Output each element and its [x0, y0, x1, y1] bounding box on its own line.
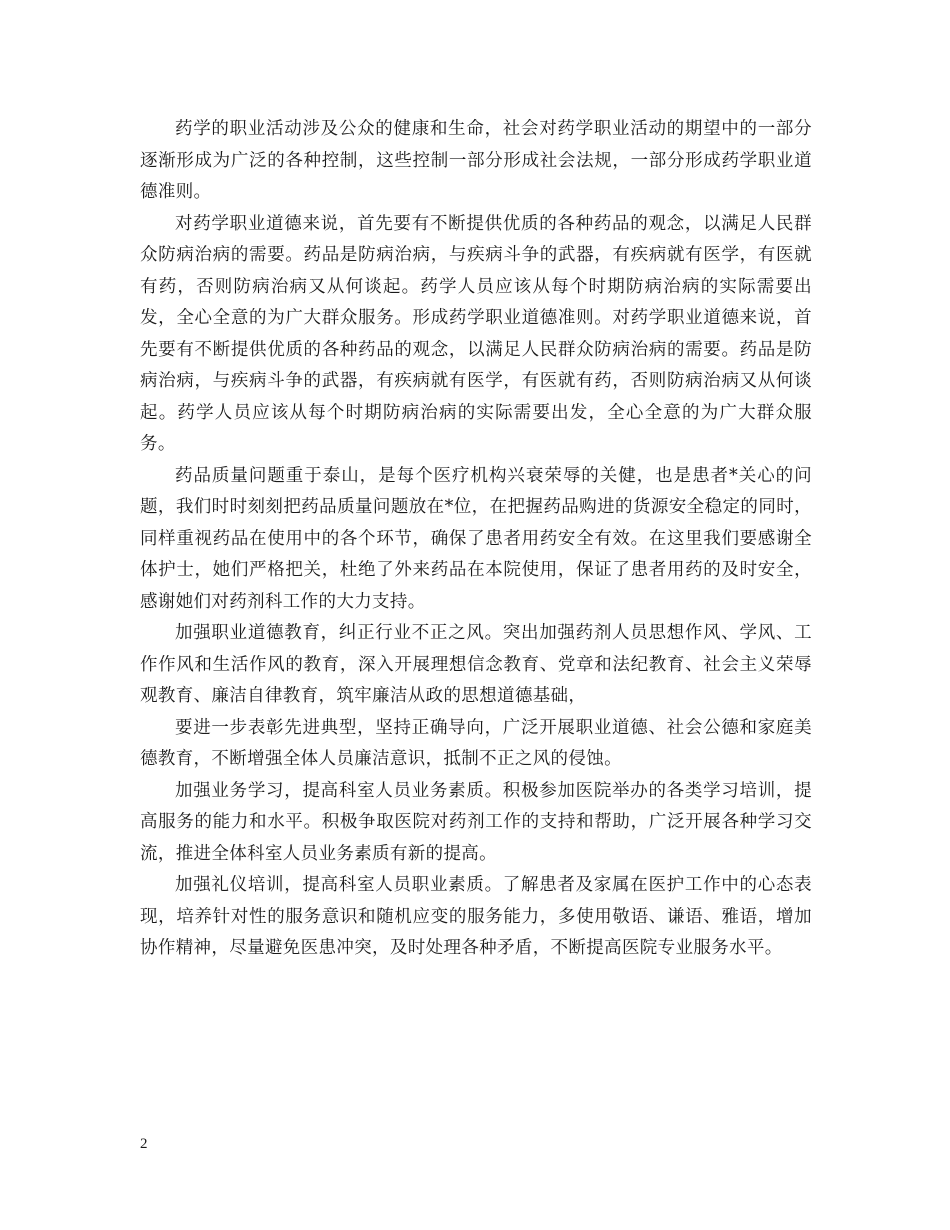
paragraph-quality-drugs-concept: 对药学职业道德来说，首先要有不断提供优质的各种药品的观念，以满足人民群众防病治病的需要。药品是防病治病，与疾病斗争的武器，有疾病就有医学，有医就有药，否则防病治病又从何谈起。药学人员应该从每个时期防病治病的实际需要出发，全心全意的为广大群众服务。形成药学职业道德准则。对药学职业道德来说，首先要有不断提供优质的各种药品的观念，以满足人民群众防病治病的需要。药品是防病治病，与疾病斗争的武器，有疾病就有医学，有医就有药，否则防病治病又从何谈起。药学人员应该从每个时期防病治病的实际需要出发，全心全意的为广大群众服务。: [140, 213, 812, 454]
paragraph-pharmacy-ethics-intro: 药学的职业活动涉及公众的健康和生命，社会对药学职业活动的期望中的一部分逐渐形成为广泛的各种控制，这些控制一部分形成社会法规，一部分形成药学职业道德准则。: [140, 119, 812, 202]
paragraph-etiquette-training: 加强礼仪培训，提高科室人员职业素质。了解患者及家属在医护工作中的心态表现，培养针对性的服务意识和随机应变的服务能力，多使用敬语、谦语、雅语，增加协作精神，尽量避免医患冲突，及时处理各种矛盾，不断提高医院专业服务水平。: [140, 875, 812, 958]
paragraph-commend-models: 要进一步表彰先进典型，坚持正确导向，广泛开展职业道德、社会公德和家庭美德教育，不断增强全体人员廉洁意识，抵制不正之风的侵蚀。: [140, 717, 812, 769]
paragraph-ethics-education: 加强职业道德教育，纠正行业不正之风。突出加强药剂人员思想作风、学风、工作作风和生活作风的教育，深入开展理想信念教育、党章和法纪教育、社会主义荣辱观教育、廉洁自律教育，筑牢廉洁从政的思想道德基础，: [140, 623, 812, 706]
paragraph-drug-quality: 药品质量问题重于泰山，是每个医疗机构兴衰荣辱的关健，也是患者*关心的问题，我们时时刻刻把药品质量问题放在*位，在把握药品购进的货源安全稳定的同时，同样重视药品在使用中的各个环节，确保了患者用药安全有效。在这里我们要感谢全体护士，她们严格把关，杜绝了外来药品在本院使用，保证了患者用药的及时安全，感谢她们对药剂科工作的大力支持。: [140, 465, 812, 612]
document-body: [140, 114, 812, 965]
paragraph-professional-study: 加强业务学习，提高科室人员业务素质。积极参加医院举办的各类学习培训，提高服务的能力和水平。积极争取医院对药剂工作的支持和帮助，广泛开展各种学习交流，推进全体科室人员业务素质有新的提高。: [140, 780, 812, 864]
page-number: 2: [140, 1136, 148, 1152]
